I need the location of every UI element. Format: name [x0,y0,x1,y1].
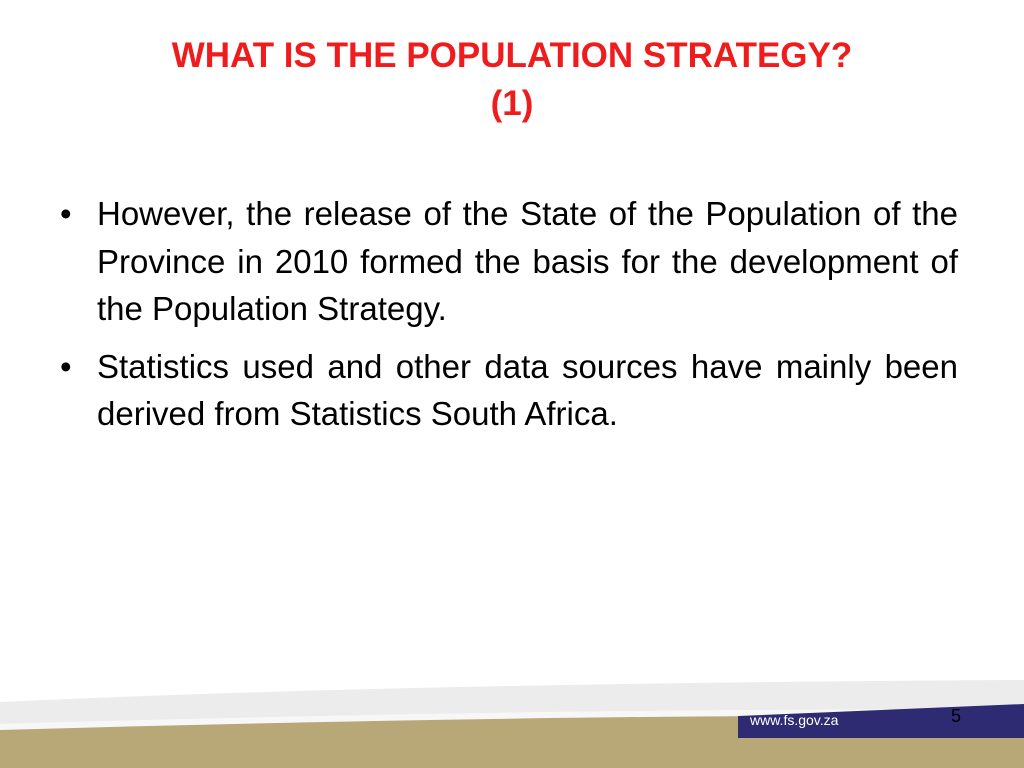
bullet-item [60,343,958,438]
footer-banner [0,680,1024,768]
slide-title [40,32,984,128]
page-number: 5 [951,706,962,726]
slide-title-line-2: (1) [490,84,534,123]
bullet-list [60,190,958,448]
bullet-marker: • [60,195,72,232]
bullet-marker: • [60,347,72,385]
footer-swoosh-graphic [0,680,1024,768]
bullet-item [60,190,958,333]
slide-title-line-1: WHAT IS THE POPULATION STRATEGY? [171,36,853,75]
bullet-text: Statistics used and other data sources have mainly been derived from Statistics South Africa. [97,347,958,432]
footer-url: www.fs.gov.za [750,712,839,728]
bullet-text: However, the release of the State of the Population of the Province in 2010 formed the basis for the development of the Population Strategy. [97,195,958,327]
